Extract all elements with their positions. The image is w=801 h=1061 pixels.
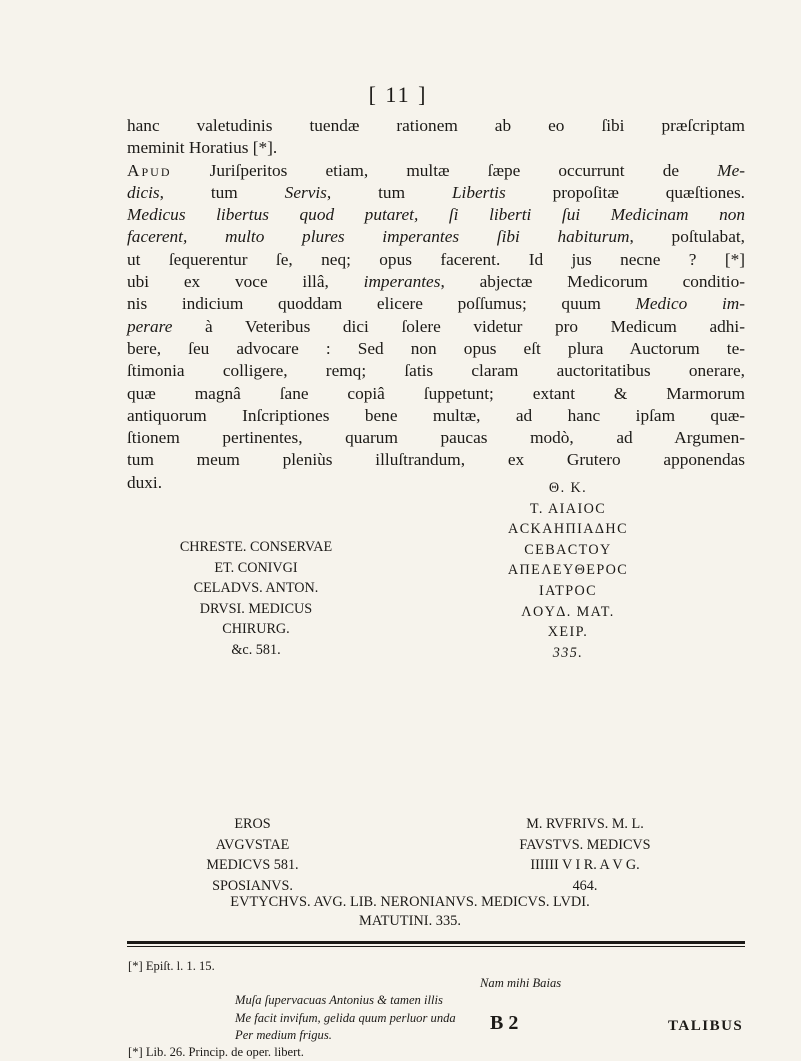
text-span: , tum <box>326 182 452 202</box>
text-line: ſtimonia colligere, remq; ſatis claram auctoritatibus onerare, <box>127 361 745 381</box>
inscription-line: EROS <box>234 816 271 832</box>
page-number: [ 11 ] <box>368 82 428 107</box>
inscription-chreste <box>147 537 365 661</box>
italic-span: perare <box>127 316 173 336</box>
quote-line: Per medium frigus. <box>235 1027 332 1042</box>
inscription-line: ET. CONIVGI <box>214 559 298 576</box>
text-line <box>127 160 745 182</box>
italic-span: Libertis <box>451 182 506 202</box>
quote-line: Muſa ſupervacuas Antonius & tamen illis <box>235 993 443 1008</box>
main-text <box>127 115 745 494</box>
italic-span: Servis <box>284 182 327 202</box>
footnote: [*] Lib. 26. Princip. de oper. libert. <box>128 1045 304 1060</box>
text-line <box>127 182 745 204</box>
text-span: Juriſperitos etiam, multæ ſæpe occurrunt de <box>171 160 718 180</box>
text-line <box>127 204 745 226</box>
inscription-line: MATUTINI. 335. <box>359 913 461 929</box>
quote-line <box>128 975 748 992</box>
text-line: hanc valetudinis tuendæ rationem ab eo ſibi præſcriptam <box>127 116 745 135</box>
text-span: à Veteribus dici ſolere videtur pro Medicum adhi- <box>172 316 745 336</box>
inscription-line: CHRESTE. CONSERVAE <box>179 539 333 555</box>
inscription-line: T. AIAIOC <box>529 500 607 517</box>
inscription-line: IATPOC <box>538 582 598 599</box>
text-line: quæ magnâ ſane copiâ ſuppetunt; extant & Marmorum <box>127 383 745 403</box>
inscription-greek <box>478 478 658 663</box>
footnote: [*] Epiſt. l. 1. 15. <box>128 959 215 973</box>
inscription-line: 464. <box>572 877 598 894</box>
italic-span: Me- <box>717 160 745 180</box>
inscription-line: Θ. K. <box>548 480 588 496</box>
inscription-rufrius <box>470 814 700 896</box>
text-line <box>127 271 745 293</box>
text-line: antiquorum Inſcriptiones bene multæ, ad hanc ipſam quæ- <box>127 405 745 425</box>
inscription-line: DRVSI. MEDICUS <box>199 600 313 617</box>
footnote-divider-thin <box>127 946 745 947</box>
italic-span: dicis <box>127 182 160 202</box>
text-line <box>127 316 745 338</box>
text-span: , abjectæ Medicorum conditio- <box>440 272 745 292</box>
text-line <box>127 226 745 248</box>
italic-span: facerent, multo plures imperantes ſibi habiturum <box>127 227 630 247</box>
text-line: ut ſequerentur ſe, neq; opus facerent. Id jus necne ? [*] <box>127 249 745 269</box>
text-line <box>127 293 745 315</box>
inscription-line: XEIP. <box>547 624 589 641</box>
text-line: ſtionem pertinentes, quarum paucas modò, ad Argumen- <box>127 428 745 448</box>
italic-span: Medicus libertus quod putaret, ſi liberti ſui Medicinam non <box>127 205 745 225</box>
text-span: , tum <box>159 182 285 202</box>
inscription-line: CHIRURG. <box>222 621 290 638</box>
inscription-line: AΠEΛEYΘEPOC <box>507 562 629 579</box>
italic-span: Medico im- <box>635 294 745 314</box>
inscription-line: CEBACTOY <box>524 541 612 558</box>
text-span: ubi ex voce illâ, <box>127 272 364 292</box>
inscription-line: M. RVFRIVS. M. L. <box>526 816 644 832</box>
inscription-line: ΛOYΔ. MAT. <box>521 603 615 620</box>
inscription-line: &c. 581. <box>231 641 281 658</box>
inscription-line: MEDICVS 581. <box>206 857 299 874</box>
italic-span: imperantes <box>363 272 441 292</box>
inscription-line: IIIIII V I R. A V G. <box>530 857 640 874</box>
text-line: bere, ſeu advocare : Sed non opus eſt plura Auctorum te- <box>127 338 745 358</box>
inscription-line: FAVSTVS. MEDICVS <box>519 836 651 853</box>
inscription-line: SPOSIANVS. <box>212 877 293 894</box>
quote-text: Nam mihi Baias <box>480 976 562 991</box>
inscription-line: ACKAHΠIAΔHC <box>508 521 628 538</box>
text-line: tum meum pleniùs illuſtrandum, ex Grutero apponendas <box>127 450 745 470</box>
inscription-eros <box>140 814 365 896</box>
text-span: propoſitæ quæſtiones. <box>505 182 745 202</box>
inscription-line: AVGVSTAE <box>215 836 290 853</box>
signature-mark: B 2 <box>490 1012 519 1034</box>
small-caps-word: Apud <box>127 160 172 180</box>
inscription-eutychus <box>150 893 670 931</box>
text-line: meminit Horatius [*]. <box>127 138 278 158</box>
inscription-line: 335. <box>552 644 584 661</box>
text-span: nis indicium quoddam elicere poſſumus; quum <box>127 294 636 314</box>
footnote-divider <box>127 941 745 944</box>
inscription-line: EVTYCHVS. AVG. LIB. NERONIANVS. MEDICVS. LVDI. <box>230 894 590 910</box>
text-span: , poſtulabat, <box>629 227 745 247</box>
inscription-line: CELADVS. ANTON. <box>193 580 319 597</box>
quote-line: Me facit invifum, gelida quum perluor unda <box>235 1010 456 1025</box>
footnotes <box>128 958 748 1061</box>
text-line: duxi. <box>127 472 163 492</box>
catchword: TALIBUS <box>668 1018 744 1034</box>
